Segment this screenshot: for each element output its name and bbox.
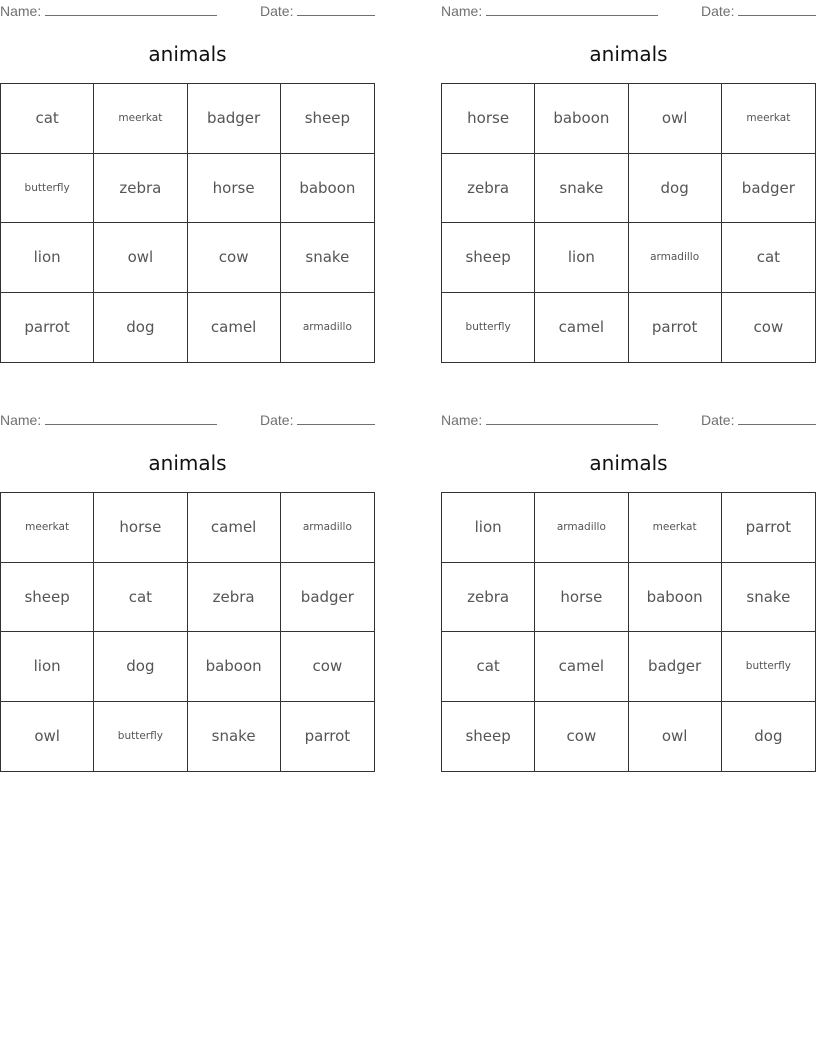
bingo-cell: snake: [535, 154, 628, 224]
name-date-row: [0, 412, 375, 428]
bingo-cell: horse: [442, 84, 535, 154]
name-field: [441, 412, 658, 428]
date-blank-line: [738, 4, 816, 16]
bingo-cell: dog: [94, 293, 187, 363]
name-blank-line: [45, 4, 217, 16]
bingo-cell: cat: [722, 223, 815, 293]
card-title: animals: [589, 451, 668, 475]
bingo-cell: parrot: [304, 727, 351, 746]
bingo-cell: butterfly: [442, 293, 535, 363]
bingo-cell: snake: [722, 563, 815, 633]
bingo-cell: sheep: [281, 84, 374, 154]
bingo-cell: meerkat: [1, 493, 94, 563]
bingo-cell: cow: [281, 632, 374, 702]
date-field: [701, 412, 816, 428]
name-blank-line: [486, 413, 658, 425]
bingo-cell: zebra: [442, 154, 535, 224]
bingo-grid: [441, 83, 816, 363]
bingo-cell: snake: [281, 223, 374, 293]
bingo-cell: armadillo: [629, 223, 722, 293]
bingo-cell: owl: [629, 702, 722, 772]
bingo-cell: badger: [281, 563, 374, 633]
bingo-cell: owl: [629, 84, 722, 154]
bingo-cell: baboon: [188, 632, 281, 702]
bingo-cell: horse: [535, 563, 628, 633]
bingo-cell: butterfly: [94, 702, 187, 772]
name-field: [0, 3, 217, 19]
date-blank-line: [297, 413, 375, 425]
name-blank-line: [486, 4, 658, 16]
bingo-card: [0, 0, 375, 365]
bingo-cell: zebra: [188, 563, 281, 633]
bingo-cell: cat: [1, 84, 94, 154]
bingo-cell: camel: [188, 493, 281, 563]
date-field: [260, 412, 375, 428]
bingo-card: [441, 409, 816, 774]
bingo-cell: parrot: [722, 493, 815, 563]
bingo-cell: camel: [535, 632, 628, 702]
bingo-cell: zebra: [94, 154, 187, 224]
bingo-cell: badger: [722, 154, 815, 224]
name-date-row: [441, 412, 816, 428]
name-label: Name:: [441, 412, 483, 428]
date-label: Date:: [701, 3, 735, 19]
name-date-row: [441, 3, 816, 19]
bingo-cell: owl: [94, 223, 187, 293]
bingo-cell: cow: [753, 318, 784, 337]
bingo-cell: badger: [188, 84, 281, 154]
date-field: [701, 3, 816, 19]
card-title: animals: [589, 42, 668, 66]
bingo-cell: butterfly: [1, 154, 94, 224]
bingo-cell: dog: [629, 154, 722, 224]
bingo-cell: owl: [1, 702, 94, 772]
bingo-cell: lion: [535, 223, 628, 293]
bingo-cell: parrot: [629, 293, 722, 363]
bingo-cell: sheep: [442, 702, 535, 772]
bingo-cell: meerkat: [629, 493, 722, 563]
bingo-cell: sheep: [1, 563, 94, 633]
bingo-cell: baboon: [281, 154, 374, 224]
name-field: [0, 412, 217, 428]
bingo-cell: parrot: [1, 293, 94, 363]
bingo-cell: meerkat: [722, 84, 815, 154]
bingo-cell: baboon: [535, 84, 628, 154]
card-title: animals: [148, 451, 227, 475]
bingo-cell: camel: [188, 293, 281, 363]
name-label: Name:: [441, 3, 483, 19]
date-label: Date:: [260, 3, 294, 19]
date-blank-line: [738, 413, 816, 425]
card-title: animals: [148, 42, 227, 66]
bingo-grid: [0, 83, 375, 363]
bingo-cell: lion: [1, 632, 94, 702]
bingo-cell: badger: [629, 632, 722, 702]
bingo-cell: dog: [94, 632, 187, 702]
bingo-cell: camel: [535, 293, 628, 363]
bingo-grid: [441, 492, 816, 772]
bingo-card: [441, 0, 816, 365]
bingo-cell: cow: [188, 223, 281, 293]
bingo-cell: zebra: [442, 563, 535, 633]
bingo-cell: cat: [442, 632, 535, 702]
bingo-card: [0, 409, 375, 774]
date-label: Date:: [260, 412, 294, 428]
name-label: Name:: [0, 3, 42, 19]
bingo-cell: armadillo: [535, 493, 628, 563]
bingo-cell: cow: [535, 702, 628, 772]
name-blank-line: [45, 413, 217, 425]
bingo-cell: cat: [94, 563, 187, 633]
bingo-cell: butterfly: [722, 632, 815, 702]
bingo-cell: horse: [188, 154, 281, 224]
bingo-cell: snake: [188, 702, 281, 772]
bingo-cell: armadillo: [281, 493, 374, 563]
bingo-cell: lion: [1, 223, 94, 293]
bingo-cell: horse: [94, 493, 187, 563]
name-date-row: [0, 3, 375, 19]
bingo-cell: dog: [754, 727, 783, 746]
name-field: [441, 3, 658, 19]
bingo-cell: baboon: [629, 563, 722, 633]
bingo-grid: [0, 492, 375, 772]
bingo-cell: meerkat: [94, 84, 187, 154]
bingo-cell: sheep: [442, 223, 535, 293]
date-field: [260, 3, 375, 19]
bingo-cell: armadillo: [302, 321, 352, 334]
date-label: Date:: [701, 412, 735, 428]
bingo-cell: lion: [442, 493, 535, 563]
name-label: Name:: [0, 412, 42, 428]
date-blank-line: [297, 4, 375, 16]
